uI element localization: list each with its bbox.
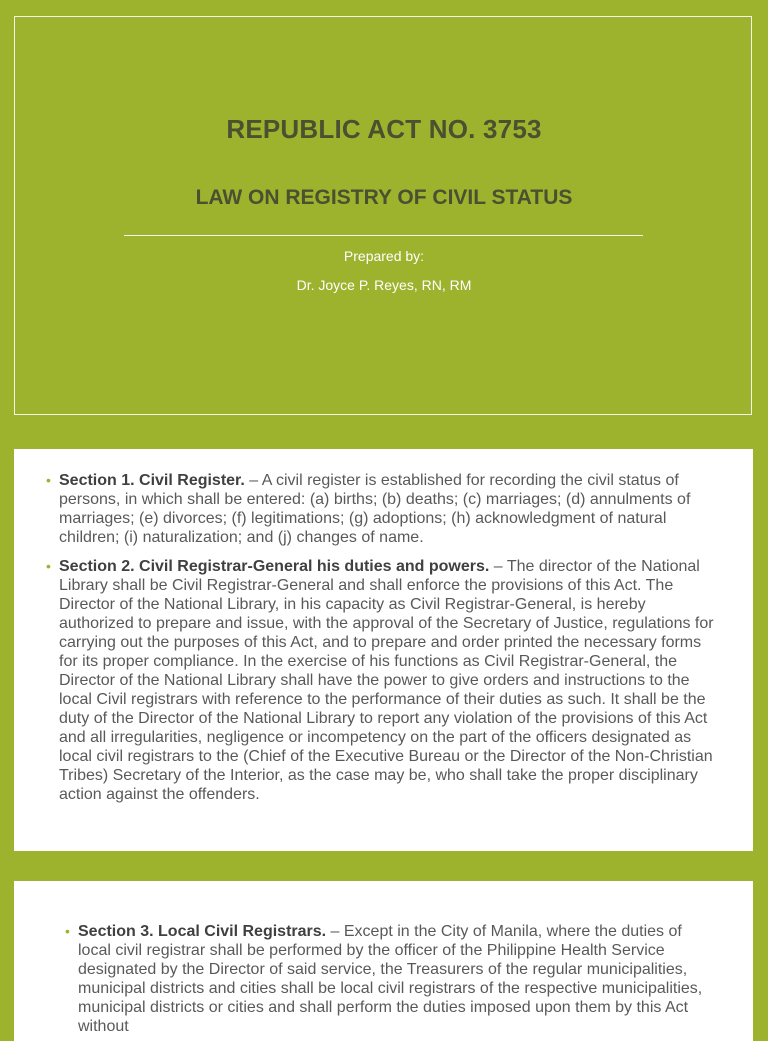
slide-subtitle: LAW ON REGISTRY OF CIVIL STATUS [195, 186, 573, 209]
list-item-section-1 [46, 471, 715, 547]
section-body: – Except in the City of Manila, where the duties of local civil registrar shall be performed by the officer of the Philippine Health Service designated by the Director of said service, the Treasurers of the regular municipalities, municipal districts and cities shall be local civil registrars of the respective municipalities, municipal districts or cities and shall perform the duties imposed upon them by this Act without [78, 923, 703, 1035]
bullet-icon: • [46, 558, 51, 574]
list-item-section-2 [46, 557, 715, 804]
section-heading: Section 3. Local Civil Registrars. [78, 923, 327, 940]
content-slide-sections-1-2 [14, 449, 753, 851]
section-heading: Section 1. Civil Register. [59, 472, 245, 489]
prepared-by-label: Prepared by: [343, 248, 425, 264]
title-slide [0, 0, 768, 432]
title-frame [14, 16, 752, 415]
section-heading: Section 2. Civil Registrar-General his duties and powers. [59, 558, 490, 575]
section-body: – A civil register is established for recording the civil status of persons, in which shall be entered: (a) births; (b) deaths; (c) marriages; (d) annulments of marriages; (e) divorces; (f) legitimations; (g) adoptions; (h) acknowledgment of natural children; (i) naturalization; and (j) changes of name. [59, 472, 691, 546]
author-name: Dr. Joyce P. Reyes, RN, RM [296, 277, 472, 293]
content-slide-section-3 [14, 881, 753, 1041]
bullet-icon: • [65, 923, 70, 939]
bullet-list [65, 922, 718, 1041]
section-body: – The director of the National Library shall be Civil Registrar-General and shall enforce the provisions of this Act. The Director of the National Library, in his capacity as Civil Registrar-General, is hereby authorized to prepare and issue, with the approval of the Secretary of Justice, regulations for carrying out the purposes of this Act, and to prepare and order printed the necessary forms for its proper compliance. In the exercise of his functions as Civil Registrar-General, the Director of the National Library shall have the power to give orders and instructions to the local Civil registrars with reference to the performance of their duties as such. It shall be the duty of the Director of the National Library to report any violation of the provisions of this Act and all irregularities, negligence or incompetency on the part of the officers designated as local civil registrars to the (Chief of the Executive Bureau or the Director of the Non-Christian Tribes) Secretary of the Interior, as the case may be, who shall take the proper disciplinary action against the offenders. [59, 558, 714, 803]
bullet-icon: • [46, 472, 51, 488]
list-item-section-3 [65, 922, 718, 1036]
bullet-list [46, 471, 715, 814]
title-divider [124, 235, 643, 236]
slide-title: REPUBLIC ACT NO. 3753 [226, 114, 542, 144]
